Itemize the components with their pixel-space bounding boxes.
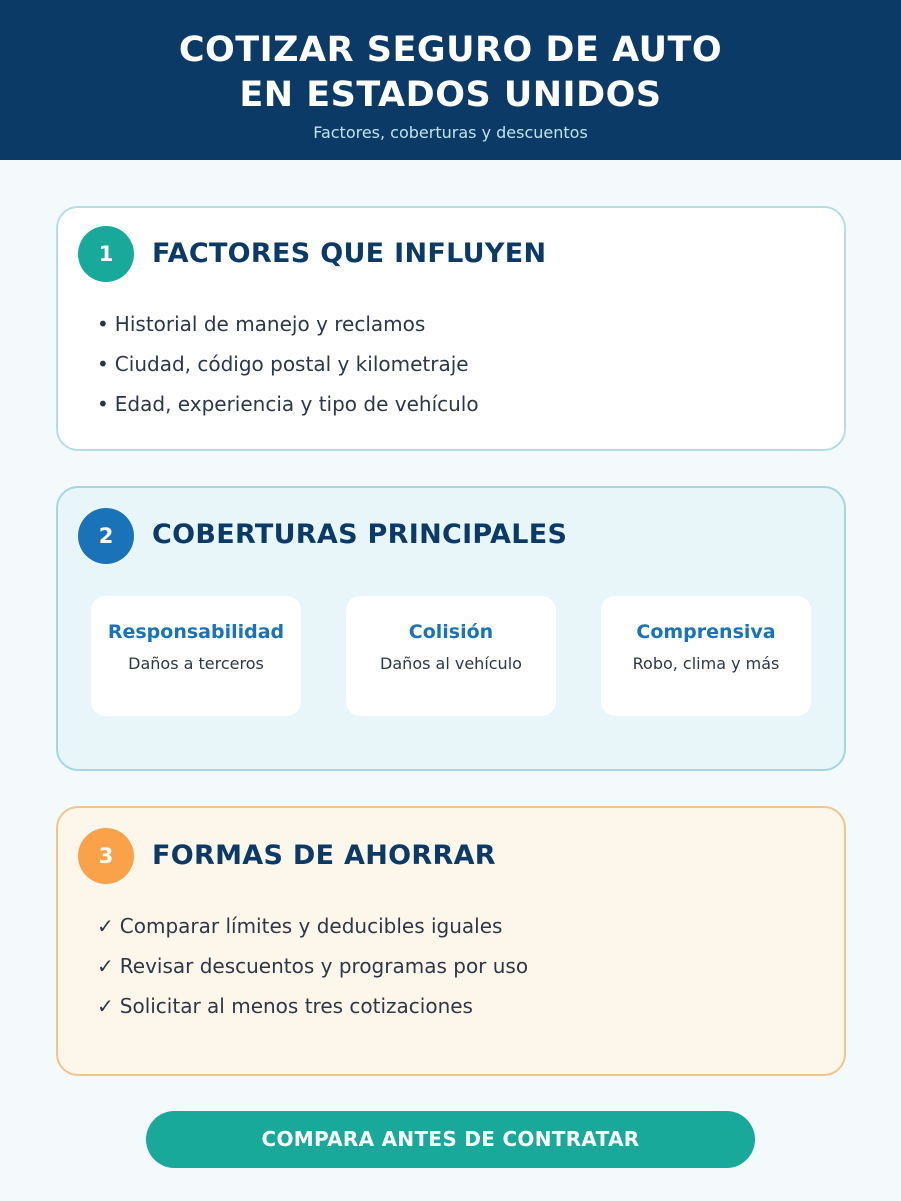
bullet-icon: • [97, 352, 109, 376]
step-number-badge: 3 [78, 828, 134, 884]
checkmark-icon: ✓ [97, 994, 114, 1018]
page-title [0, 28, 901, 118]
step-number-badge: 1 [78, 226, 134, 282]
coverage-description: Daños a terceros [128, 654, 264, 673]
factors-card [56, 206, 846, 451]
list-item-text: Ciudad, código postal y kilometraje [114, 352, 469, 376]
header-banner [0, 0, 901, 160]
coverage-name: Colisión [408, 621, 494, 643]
compare-cta-button[interactable]: COMPARA ANTES DE CONTRATAR [146, 1111, 755, 1168]
savings-card [56, 806, 846, 1076]
coverages-card [56, 486, 846, 771]
list-item-text: Edad, experiencia y tipo de vehículo [114, 392, 479, 416]
list-item [97, 304, 479, 344]
coverages-title: COBERTURAS PRINCIPALES [152, 519, 568, 550]
list-item-text: Historial de manejo y reclamos [114, 312, 426, 336]
page-title-line-2: EN ESTADOS UNIDOS [239, 75, 662, 115]
coverage-tile-liability [91, 596, 301, 716]
coverage-name: Responsabilidad [107, 621, 285, 643]
list-item [97, 906, 528, 946]
coverage-description: Robo, clima y más [632, 654, 780, 673]
list-item-text: Solicitar al menos tres cotizaciones [119, 994, 473, 1018]
checkmark-icon: ✓ [97, 954, 114, 978]
list-item [97, 986, 528, 1026]
coverage-tile-collision [346, 596, 556, 716]
list-item-text: Comparar límites y deducibles iguales [119, 914, 503, 938]
list-item [97, 946, 528, 986]
coverage-name: Comprensiva [636, 621, 776, 643]
list-item-text: Revisar descuentos y programas por uso [119, 954, 529, 978]
list-item [97, 344, 479, 384]
bullet-icon: • [97, 312, 109, 336]
checkmark-icon: ✓ [97, 914, 114, 938]
list-item [97, 384, 479, 424]
coverage-description: Daños al vehículo [380, 654, 522, 673]
savings-title: FORMAS DE AHORRAR [152, 840, 496, 871]
factors-list [97, 304, 479, 424]
page-title-line-1: COTIZAR SEGURO DE AUTO [178, 30, 723, 70]
coverage-tile-comprehensive [601, 596, 811, 716]
page-subtitle: Factores, coberturas y descuentos [313, 123, 588, 142]
savings-list [97, 906, 528, 1026]
factors-title: FACTORES QUE INFLUYEN [152, 238, 547, 269]
step-number-badge: 2 [78, 508, 134, 564]
bullet-icon: • [97, 392, 109, 416]
